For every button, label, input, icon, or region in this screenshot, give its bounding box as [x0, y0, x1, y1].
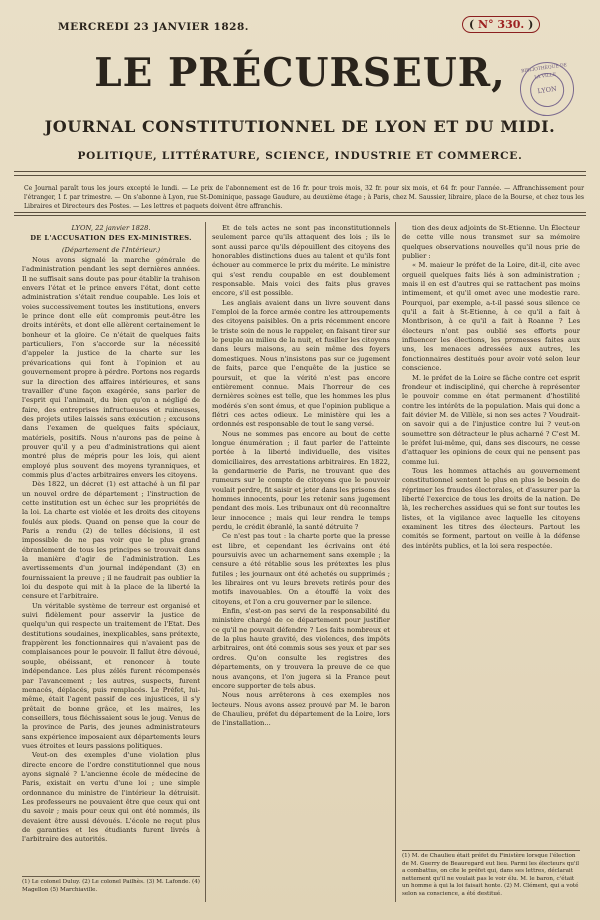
footnotes-column-1: (1) Le colonel Duluy. (2) Le colonel Pailhès. (3) M. Lafonde. (4) Magellon (5) Marchiaville. — [22, 876, 200, 894]
stamp-ring-text: BIBLIOTHÈQUE DE LA VILLE — [520, 63, 568, 81]
paragraph: Dès 1822, un décret (1) est attaché à un fil par un nouvel ordre de département ; l'instruction de cette institution est un échec sur les propriétés de la loi. La charte est violée et les droits des citoyens foulés aux pieds. Quand on pense que la cour de Paris a rendu (2) de telles décisions, il est impossible de ne pas voir que le plus grand ébranlement de tous les principes se trouvait dans la manière d'agir de l'administration. Les avertissements d'un journal indépendant (3) en fournissaient la preuve ; il ne faudrait pas oublier la loi du despote qui mit à la place de la liberté la censure et l'arbitraire. — [22, 480, 200, 601]
subscription-notice: Ce Journal paraît tous les jours excepté le lundi. — Le prix de l'abonnement est de 16 fr. pour trois mois, 32 fr. pour six mois, et 64 fr. pour l'année. — Affranchissement pour l'étranger, 1 f. par trimestre. — On s'abonne à Lyon, rue St-Dominique, passage Gaudure, au deuxième étage ; à Paris, chez M. Saussier, libraire, place de la Bourse, et chez tous les Libraires et Directeurs des Postes. — Les lettres et paquets doivent être affranchis. — [24, 185, 584, 210]
newspaper-subtitle: JOURNAL CONSTITUTIONNEL DE LYON ET DU MIDI. — [44, 117, 556, 136]
notice-rule — [14, 212, 586, 213]
article-heading: DE L'ACCUSATION DES EX-MINISTRES. — [30, 234, 192, 243]
article-subheading: (Département de l'Intérieur.) — [61, 245, 161, 254]
column-divider — [205, 222, 206, 902]
notice-rule — [14, 215, 586, 216]
library-stamp — [517, 59, 578, 120]
newspaper-tagline: POLITIQUE, LITTÉRATURE, SCIENCE, INDUSTRIE ET COMMERCE. — [77, 150, 523, 162]
newspaper-title: LE PRÉCURSEUR, — [94, 50, 506, 96]
paragraph: Un véritable système de terreur est organisé et suivi fidèlement pour asservir la justice de quelqu'un qui respecte un traitement de l'Etat. Des destitutions soudaines, inexplicables, sans prétexte, frappèrent les fonctionnaires qui n'avaient pas de complaisances pour le pouvoir. Il fallut être dévoué, souple, obéissant, et renoncer à toute indépendance. Les plus zélés furent récompensés par l'avancement ; les autres, suspects, furent menacés, déplacés, puis remplacés. Le Préfet, lui-même, était l'agent passif de ces injustices, il s'y prêtait de bonne grâce, et les maires, les conseillers, tous fléchissaient sous le joug. Venus de la province de Paris, des jeunes administrateurs sans expérience imposaient aux départements leurs vues étroites et leurs passions politiques. — [22, 601, 200, 750]
paragraph: Enfin, s'est-on pas servi de la responsabilité du ministère chargé de ce département pour justifier ce qu'il ne pouvait défendre ? Les faits nombreux et de la plus haute gravité, des violences, des impôts arbitraires, ont été commis sous ses yeux et par ses ordres. Qu'on consulte les registres des départements, on y trouvera la preuve de ce que nous avançons, et l'on jugera si la France peut encore supporter de tels abus. — [212, 607, 390, 690]
paragraph: Nous avons signalé la marche générale de l'administration pendant les sept dernières années. Il ne suffisait sans doute pas pour établir la trahison envers l'état et le prince envers l'état, dont cette administration s'était rendue coupable. Les lois et voies successivement toutes les institutions, envers le prince dont elle eût compromis peut-être les droits intérêts, et dont elle allèrent certainement le bonheur et la gloire. Ce n'était de quelques faits particuliers, l'on s'accorde sur la nécessité d'appeler la justice de la charte sur les prévarications qui font à l'opinion et au gouvernement propre à pérdre. Portons nos regards sur la direction des affaires intérieures, et sans travailler d'une façon exagérée, sans parler de l'esprit qui l'animait, du bien qu'on a négligé de faire, des entreprises infructueuses et ruineuses, des projets utiles laissés sans exécution ; excusons dans l'examen de quelques faits spéciaux, matériels, positifs. Nous n'aurons pas de peine à prouver qu'il y a peu d'administrations qui aient montré plus de mépris pour les lois, qui aient employé plus souvent des moyens tyranniques, et commis plus d'actes arbitraires envers les citoyens. — [22, 256, 200, 479]
paragraph: M. le préfet de la Loire se fâche contre cet esprit frondeur et indiscipliné, qui cherche à représenter le pouvoir comme en état permanent d'hostilité contre les intérêts de la population. Mais qui donc a fait dévier M. de Villèle, si non ses actes ? Voudrait-on savoir qui a de l'injustice contre lui ? veut-on soumettre son détracteur le plus acharné ? C'est M. le préfet lui-même, qui, dans ses discours, ne cesse d'attaquer les opinions de ceux qui ne pensent pas comme lui. — [402, 373, 580, 466]
column-3 — [402, 224, 580, 551]
paragraph: « M. maieur le préfet de la Loire, dit-il, cite avec orgueil quelques faits liés à son administration ; mais il en est d'autres qui se rattachent pas moins intimement, et qu'il omet avec une modestie rare. Pourquoi, par exemple, a-t-il passé sous silence ce qu'il a fait à St-Etienne, à ce qu'il a fait à Montbrison, à ce qu'il a fait à Roanne ? Les électeurs n'ont pas oublié ses efforts pour influencer les élections, les promesses faites aux uns, les menaces adressées aux autres, les fonctionnaires destitués pour avoir voté selon leur conscience. — [402, 261, 580, 373]
column-divider — [395, 222, 396, 902]
masthead-rule — [14, 171, 586, 172]
issue-number: ( N° 330. ) — [462, 16, 540, 33]
masthead-rule — [14, 175, 586, 176]
paragraph: Nous nous arrêterons à ces exemples nos lecteurs. Nous avons assez prouvé par M. le baron de Chaulieu, préfet du département de la Loire, lors de l'installation... — [212, 691, 390, 728]
paragraph: tion des deux adjoints de St-Etienne. Un Électeur de cette ville nous transmet sur sa mémoire quelques observations nouvelles qu'il nous prie de publier : — [402, 224, 580, 261]
footnotes-column-3: (1) M. de Chaulieu était préfet du Finistère lorsque l'élection de M. Guerry de Beauregard eut lieu. Parmi les électeurs qu'il a combattus, on cite le préfet qui, dans ses lettres, déclarait nettement qu'il ne voulait pas le voir élu. M. le baron, c'était un homme à qui la loi faisait honte. (2) M. Clément, qui a voté selon sa conscience, a été destitué. — [402, 850, 580, 899]
column-1 — [22, 224, 200, 845]
paragraph: Ce n'est pas tout : la charte porte que la presse est libre, et cependant les écrivains ont été poursuivis avec un acharnement sans exemple ; la censure a été rétablie sous les prétextes les plus futiles ; les journaux ont été achetés ou supprimés ; les libraires ont vu leurs brevets retirés pour des motifs inavouables. On a étouffé la voix des citoyens, et l'on a cru gouverner par le silence. — [212, 532, 390, 606]
column-2 — [212, 224, 390, 729]
paragraph: Les anglais avaient dans un livre souvent dans l'emploi de la force armée contre les attroupements des citoyens paisibles. On a pris récemment encore le triste soin de nous le rappeler, en faisant tirer sur le peuple au milieu de la nuit, et fusiller les citoyens dans leurs maisons, au sein même des foyers domestiques. Nous n'insistons pas sur ce jugement de faits, parce que l'enquête de la justice se poursuit, et que la vérité n'est pas encore entièrement connue. Mais l'horreur de ces dernières scènes est telle, que les hommes les plus modérés s'en sont émus, et que l'opinion publique a flétri ces actes odieux. Le ministère qui les a ordonnés est responsable de tout le sang versé. — [212, 298, 390, 429]
paragraph: Veut-on des exemples d'une violation plus directe encore de l'ordre constitutionnel que nous ayons signalé ? L'ancienne école de médecine de Paris, existait en vertu d'une loi ; une simple ordonnance du ministre de l'intérieur la détruisit. Les professeurs ne pouvaient être que ceux qui ont du savoir ; mais pour ceux qui ont été nommés, ils devaient être aussi dévoués. L'école ne reçut plus de garanties et les étudiants furent livrés à l'arbitraire des autorités. — [22, 751, 200, 844]
paragraph: Et de tels actes ne sont pas inconstitutionnels seulement parce qu'ils attaquent des lois ; ils le sont aussi parce qu'ils dépouillent des citoyens des honorables distinctions dues au talent et qu'ils font échouer au commerce le prix du mérite. Le ministre qui s'est rendu coupable en est doublement responsable. Mais voici des faits plus graves encore, s'il est possible. — [212, 224, 390, 298]
paragraph: Tous les hommes attachés au gouvernement constitutionnel sentent le plus en plus le besoin de réprimer les fraudes électorales, et d'assurer par la liberté l'exercice de tous les droits de la nation. De là, les recherches assidues qui se font sur toutes les listes, et la vigilance avec laquelle les citoyens examinent les titres des électeurs. Partout les comités se forment, partout on veille à la défense des intérêts publics, et la loi sera respectée. — [402, 466, 580, 550]
dateline: MERCREDI 23 JANVIER 1828. — [58, 21, 249, 33]
issue-number-text: N° 330. — [478, 18, 525, 31]
paragraph: Nous ne sommes pas encore au bout de cette longue énumération ; il faut parler de l'atteinte portée à la liberté individuelle, des visites domiciliaires, des arrestations arbitraires. En 1822, la gendarmerie de Paris, ne trouvant que des rumeurs sur le compte de citoyens que le pouvoir voulait perdre, fit saisir et jeter dans les prisons des hommes innocents, pour les retenir sans jugement pendant des mois. Les tribunaux ont dû reconnaître leur innocence ; mais qui leur rendra le temps perdu, le crédit ébranlé, la santé détruite ? — [212, 429, 390, 531]
article-location: LYON, 22 janvier 1828. — [71, 224, 151, 232]
stamp-center-text: LYON — [528, 71, 566, 109]
